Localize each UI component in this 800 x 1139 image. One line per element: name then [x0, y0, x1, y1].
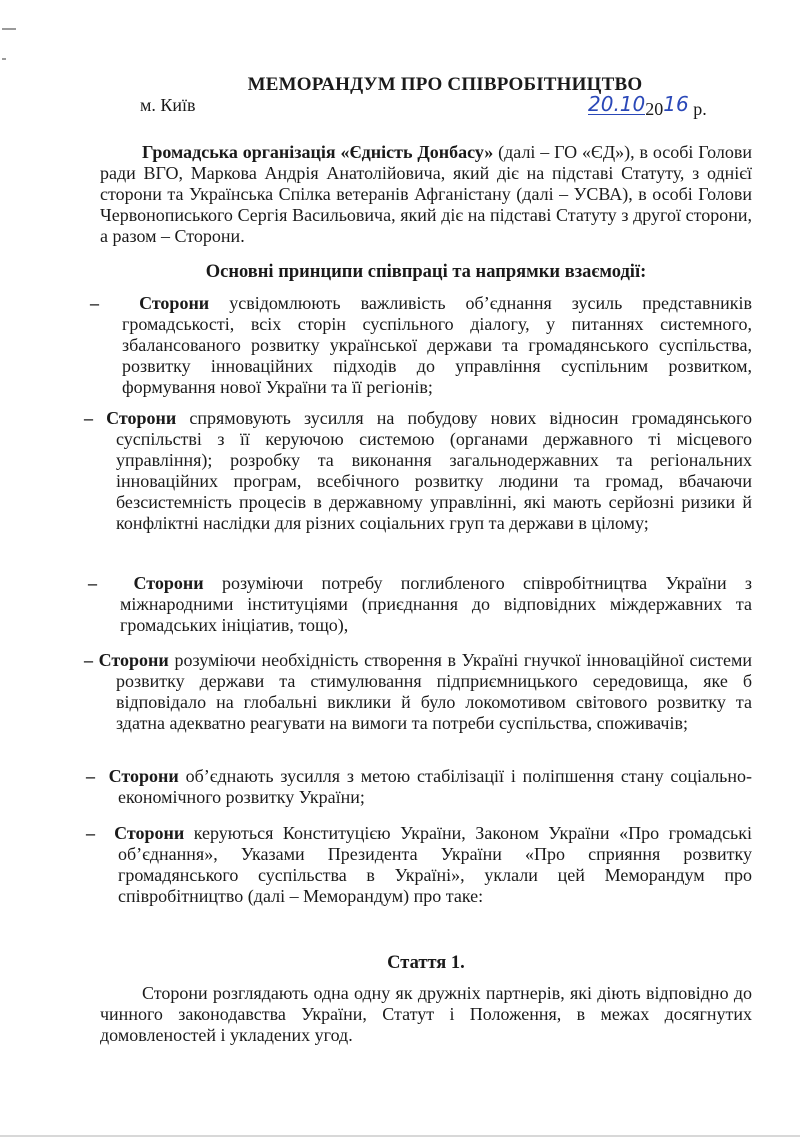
list-item: – Сторони розуміючи необхідність створення в Україні гнучкої інноваційної системи розвитку держави та стимулювання підприємницького середовища, яке б відповідало на глобальні виклики й було локомотивом світового розвитку та здатна адекватно реагувати на вимоги та потреби суспільства, споживачів; [84, 650, 753, 733]
intro-org-name: Громадська організація «Єдність Донбасу» [142, 142, 494, 162]
date-suffix: р. [693, 99, 707, 119]
handwritten-year: 16 [663, 92, 689, 116]
list-item: – Сторони розуміючи потребу поглибленого співробітництва України з міжнародними інституціями (приєднання до відповідних міждержавних та громадських ініціатив, тощо), [88, 573, 752, 635]
article-paragraph: Сторони розглядають одна одну як дружніх партнерів, які діють відповідно до чинного законодавства України, Статут і Положення, в межах досягнутих домовленостей і укладених угод. [100, 983, 752, 1045]
date-century: 20 [645, 99, 664, 119]
page-edge [0, 1135, 800, 1137]
list-item: – Сторони спрямовують зусилля на побудову нових відносин громадянського суспільстві з її керуючою системою (органами державного ті місцевого управління); розробку та виконання загальнодержавних та регіональних інноваційних програм, всебічного розвитку людини та громад, вбачаючи безсистемність процесів в державному управлінні, які мають серйозні ризики й конфліктні наслідки для різних соціальних груп та держави в цілому; [84, 408, 752, 533]
date-line [588, 92, 707, 120]
list-item: – Сторони об’єднають зусилля з метою стабілізації і поліпшення стану соціально-економічного розвитку України; [86, 766, 753, 807]
intro-text: (далі – ГО «ЄД»), в особі Голови ради ВГО, Маркова Андрія Анатолійовича, який діє на підставі Статуту, з однієї сторони та Українська Спілка ветеранів Афганістану (далі – УСВА), в особі Голови Червонописького Сергія Васильовича, який діє на підставі Статуту з другої сторони, а разом – Сторони. [100, 142, 752, 246]
list-item: – Сторони усвідомлюють важливість об’єднання зусиль представників громадськості, всіх сторін суспільного діалогу, у питаннях системного, збалансованого розвитку української держави та громадянського суспільства, розвитку інноваційних підходів до управління суспільним розвитком, формування нової України та її регіонів; [90, 293, 752, 397]
handwritten-date: 20.10 [588, 92, 646, 116]
scan-mark [2, 28, 16, 30]
document-title: МЕМОРАНДУМ ПРО СПІВРОБІТНИЦТВО [247, 74, 643, 95]
intro-paragraph [100, 142, 752, 247]
article-heading: Стаття 1. [387, 953, 465, 973]
principles-heading: Основні принципи співпраці та напрямки взаємодії: [205, 262, 647, 282]
list-item: – Сторони керуються Конституцією України, Законом України «Про громадські об’єднання», Указами Президента України «Про сприяння розвитку громадянського суспільства в Україні», уклали цей Меморандум про співробітництво (далі – Меморандум) про таке: [86, 823, 753, 906]
scan-mark [2, 58, 6, 60]
city-label: м. Київ [140, 95, 196, 115]
